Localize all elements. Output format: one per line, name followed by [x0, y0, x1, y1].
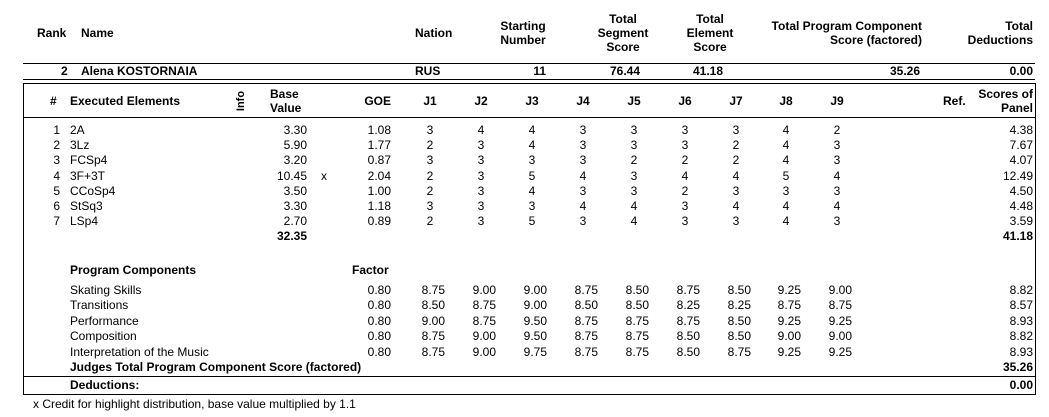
element-goe: 1.77	[367, 138, 391, 153]
element-goe: 0.89	[367, 214, 391, 229]
element-judge-7: 2	[732, 138, 740, 153]
element-judge-5: 4	[630, 214, 638, 229]
element-judge-8: 4	[782, 199, 790, 213]
component-judge-3: 9.50	[523, 329, 547, 344]
element-number: 6	[53, 199, 60, 213]
judge-header-3: J3	[525, 94, 539, 108]
skater-total-segment-score: 76.44	[609, 64, 640, 78]
element-base-value: 5.90	[283, 138, 307, 153]
component-row	[0, 345, 1049, 360]
judge-header-2: J2	[474, 94, 488, 108]
component-judge-7: 8.50	[727, 329, 751, 344]
element-panel-score: 12.49	[1002, 168, 1033, 183]
component-judge-6: 8.25	[676, 298, 700, 313]
judge-header-6: J6	[678, 94, 692, 108]
base-value-header: Base Value	[270, 87, 302, 115]
element-judge-1: 3	[426, 123, 434, 137]
element-judge-8: 3	[782, 183, 790, 198]
skater-nation: RUS	[415, 64, 441, 78]
element-judge-4: 3	[579, 123, 587, 137]
element-judge-2: 3	[477, 153, 485, 168]
element-row	[0, 214, 1049, 229]
component-judge-3: 9.00	[523, 298, 547, 313]
element-judge-3: 4	[528, 183, 536, 198]
judge-header-1: J1	[423, 94, 437, 108]
component-judge-2: 9.00	[472, 344, 496, 359]
deductions-label: Deductions:	[70, 378, 140, 392]
component-name: Transitions	[70, 298, 129, 313]
element-judge-8: 4	[782, 214, 790, 229]
element-panel-score: 4.48	[1009, 199, 1033, 213]
component-judge-9: 9.00	[828, 283, 852, 297]
component-row	[0, 314, 1049, 329]
skater-rank: 2	[61, 64, 68, 78]
element-base-value: 3.30	[283, 123, 307, 137]
element-judge-7: 3	[732, 183, 740, 198]
element-judge-2: 3	[477, 168, 485, 183]
element-judge-9: 3	[833, 153, 841, 168]
element-judge-2: 4	[477, 123, 485, 137]
component-judge-8: 8.75	[777, 298, 801, 313]
element-judge-4: 3	[579, 138, 587, 153]
component-judge-2: 9.00	[472, 329, 496, 344]
element-name: 3Lz	[70, 138, 90, 153]
element-row	[0, 138, 1049, 153]
element-judge-6: 3	[681, 123, 689, 137]
element-judge-6: 2	[681, 153, 689, 168]
element-judge-6: 2	[681, 183, 689, 198]
goe-header: GOE	[364, 94, 391, 108]
component-judge-6: 8.75	[676, 313, 700, 328]
judge-header-5: J5	[627, 94, 641, 108]
component-judge-1: 9.00	[421, 313, 445, 328]
info-header: Info	[235, 90, 247, 112]
skater-total-element-score: 41.18	[692, 64, 723, 78]
element-base-value: 3.20	[283, 153, 307, 168]
element-panel-score: 3.59	[1009, 214, 1033, 229]
component-judge-7: 8.50	[727, 313, 751, 328]
element-judge-5: 3	[630, 123, 638, 137]
component-score: 8.93	[1009, 313, 1033, 328]
element-judge-5: 2	[630, 153, 638, 168]
component-judge-7: 8.50	[727, 283, 751, 297]
component-row	[0, 329, 1049, 344]
component-judge-8: 9.25	[777, 283, 801, 297]
judge-header-9: J9	[830, 94, 844, 108]
scores-of-panel-header: Scores of Panel	[978, 87, 1033, 115]
component-name: Composition	[70, 329, 137, 344]
component-judge-5: 8.75	[625, 329, 649, 344]
element-judge-3: 4	[528, 123, 536, 137]
component-factor: 0.80	[367, 344, 391, 359]
judge-header-7: J7	[729, 94, 743, 108]
program-components-header: Program Components	[70, 263, 197, 277]
element-judge-6: 3	[681, 214, 689, 229]
component-judge-8: 9.00	[777, 329, 801, 344]
component-judge-6: 8.50	[676, 344, 700, 359]
component-judge-4: 8.75	[574, 329, 598, 344]
element-name: StSq3	[70, 199, 103, 213]
component-judge-4: 8.75	[574, 313, 598, 328]
element-judge-6: 3	[681, 138, 689, 153]
component-name: Skating Skills	[70, 283, 142, 297]
element-judge-9: 3	[833, 138, 841, 153]
rank-header: Rank	[37, 26, 67, 40]
element-row	[0, 153, 1049, 168]
total-element-score-header: Total Element Score	[686, 12, 734, 54]
element-judge-7: 4	[732, 168, 740, 183]
component-factor: 0.80	[367, 329, 391, 344]
element-judge-8: 4	[782, 138, 790, 153]
element-judge-4: 3	[579, 214, 587, 229]
component-judge-7: 8.75	[727, 344, 751, 359]
component-name: Interpretation of the Music	[70, 344, 209, 359]
component-judge-8: 9.25	[777, 344, 801, 359]
elements-base-total: 32.35	[276, 229, 307, 243]
element-name: LSp4	[70, 214, 99, 229]
total-pcs-header: Total Program Component Score (factored)	[771, 19, 922, 47]
component-judge-1: 8.75	[421, 283, 445, 297]
element-judge-3: 4	[528, 138, 536, 153]
element-judge-8: 4	[782, 153, 790, 168]
starting-number-header: Starting Number	[500, 19, 546, 47]
component-judge-9: 9.25	[828, 344, 852, 359]
component-judge-2: 8.75	[472, 313, 496, 328]
pc-total-score: 35.26	[1002, 360, 1033, 374]
element-judge-4: 3	[579, 183, 587, 198]
element-name: 3F+3T	[70, 168, 106, 183]
element-judge-6: 4	[681, 168, 689, 183]
component-factor: 0.80	[367, 313, 391, 328]
footnote: x Credit for highlight distribution, base value multiplied by 1.1	[33, 397, 356, 411]
element-panel-score: 7.67	[1009, 138, 1033, 153]
component-score: 8.82	[1009, 283, 1033, 297]
factor-header: Factor	[352, 263, 389, 277]
executed-elements-header: Executed Elements	[70, 94, 181, 108]
element-judge-8: 4	[782, 123, 790, 137]
summary-divider	[23, 79, 1035, 80]
element-judge-5: 3	[630, 168, 638, 183]
element-judge-1: 3	[426, 199, 434, 213]
element-judge-5: 3	[630, 183, 638, 198]
element-judge-2: 3	[477, 183, 485, 198]
component-judge-1: 8.50	[421, 298, 445, 313]
element-judge-4: 3	[579, 153, 587, 168]
deductions-value: 0.00	[1009, 378, 1033, 392]
name-header: Name	[81, 26, 114, 40]
element-row	[0, 199, 1049, 214]
deductions-divider	[23, 376, 1035, 377]
element-goe: 1.08	[367, 123, 391, 137]
element-judge-9: 3	[833, 214, 841, 229]
component-judge-4: 8.50	[574, 298, 598, 313]
component-judge-9: 9.00	[828, 329, 852, 344]
element-row	[0, 184, 1049, 199]
element-name: CCoSp4	[70, 183, 116, 198]
element-judge-1: 2	[426, 214, 434, 229]
component-factor: 0.80	[367, 298, 391, 313]
element-goe: 1.00	[367, 183, 391, 198]
element-judge-7: 3	[732, 214, 740, 229]
element-number: 2	[53, 138, 60, 153]
element-panel-score: 4.07	[1009, 153, 1033, 168]
component-judge-3: 9.75	[523, 344, 547, 359]
element-panel-score: 4.50	[1009, 183, 1033, 198]
total-deductions-header: Total Deductions	[967, 19, 1033, 47]
element-judge-9: 4	[833, 168, 841, 183]
judge-header-8: J8	[779, 94, 793, 108]
total-segment-score-header: Total Segment Score	[597, 12, 649, 54]
element-number: 5	[53, 183, 60, 198]
element-judge-9: 2	[833, 123, 841, 137]
element-judge-3: 5	[528, 214, 536, 229]
element-goe: 1.18	[367, 199, 391, 213]
pc-total-label: Judges Total Program Component Score (factored)	[70, 360, 362, 374]
element-name: FCSp4	[70, 153, 108, 168]
component-judge-9: 8.75	[828, 298, 852, 313]
element-judge-8: 5	[782, 168, 790, 183]
element-judge-4: 4	[579, 199, 587, 213]
component-judge-5: 8.50	[625, 283, 649, 297]
element-judge-5: 3	[630, 138, 638, 153]
component-judge-1: 8.75	[421, 329, 445, 344]
element-judge-9: 3	[833, 183, 841, 198]
component-judge-5: 8.50	[625, 298, 649, 313]
element-number: 1	[53, 123, 60, 137]
element-judge-9: 4	[833, 199, 841, 213]
element-judge-1: 2	[426, 168, 434, 183]
component-judge-1: 8.75	[421, 344, 445, 359]
element-number: 7	[53, 214, 60, 229]
component-judge-7: 8.25	[727, 298, 751, 313]
element-number: 4	[53, 168, 60, 183]
component-judge-6: 8.50	[676, 329, 700, 344]
element-judge-1: 3	[426, 153, 434, 168]
element-judge-6: 3	[681, 199, 689, 213]
component-judge-8: 9.25	[777, 313, 801, 328]
element-row	[0, 169, 1049, 184]
component-score: 8.82	[1009, 329, 1033, 344]
element-base-value: 3.50	[283, 183, 307, 198]
element-goe: 0.87	[367, 153, 391, 168]
component-judge-6: 8.75	[676, 283, 700, 297]
element-judge-7: 4	[732, 199, 740, 213]
element-judge-2: 3	[477, 199, 485, 213]
element-judge-2: 3	[477, 214, 485, 229]
element-judge-4: 4	[579, 168, 587, 183]
component-judge-5: 8.75	[625, 344, 649, 359]
component-judge-4: 8.75	[574, 283, 598, 297]
element-judge-5: 4	[630, 199, 638, 213]
element-judge-2: 3	[477, 138, 485, 153]
element-base-value: 2.70	[283, 214, 307, 229]
component-row	[0, 298, 1049, 313]
elements-header-divider	[23, 117, 1035, 118]
component-factor: 0.80	[367, 283, 391, 297]
component-judge-9: 9.25	[828, 313, 852, 328]
component-judge-4: 8.75	[574, 344, 598, 359]
component-judge-3: 9.50	[523, 313, 547, 328]
element-base-value: 3.30	[283, 199, 307, 213]
elements-score-total: 41.18	[1002, 229, 1033, 243]
ref-header: Ref.	[943, 94, 966, 108]
skater-starting-number: 11	[533, 64, 546, 78]
nation-header: Nation	[415, 26, 453, 40]
element-judge-1: 2	[426, 138, 434, 153]
element-number: 3	[53, 153, 60, 168]
skater-name: Alena KOSTORNAIA	[81, 64, 198, 78]
element-base-value: 10.45	[276, 168, 307, 183]
skater-total-deductions: 0.00	[1009, 64, 1033, 78]
element-panel-score: 4.38	[1009, 123, 1033, 137]
component-judge-2: 8.75	[472, 298, 496, 313]
element-judge-1: 2	[426, 183, 434, 198]
element-row	[0, 123, 1049, 138]
element-goe: 2.04	[367, 168, 391, 183]
component-judge-5: 8.75	[625, 313, 649, 328]
element-name: 2A	[70, 123, 85, 137]
element-judge-7: 3	[732, 123, 740, 137]
component-judge-3: 9.00	[523, 283, 547, 297]
element-judge-3: 3	[528, 153, 536, 168]
element-number-header: #	[50, 94, 57, 108]
component-judge-2: 9.00	[472, 283, 496, 297]
component-row	[0, 283, 1049, 298]
skater-total-pcs: 35.26	[889, 64, 920, 78]
element-judge-7: 2	[732, 153, 740, 168]
component-score: 8.57	[1009, 298, 1033, 313]
element-bonus-mark: x	[321, 168, 327, 183]
judge-header-4: J4	[576, 94, 590, 108]
element-judge-3: 5	[528, 168, 536, 183]
element-judge-3: 3	[528, 199, 536, 213]
component-name: Performance	[70, 313, 139, 328]
component-score: 8.93	[1009, 344, 1033, 359]
